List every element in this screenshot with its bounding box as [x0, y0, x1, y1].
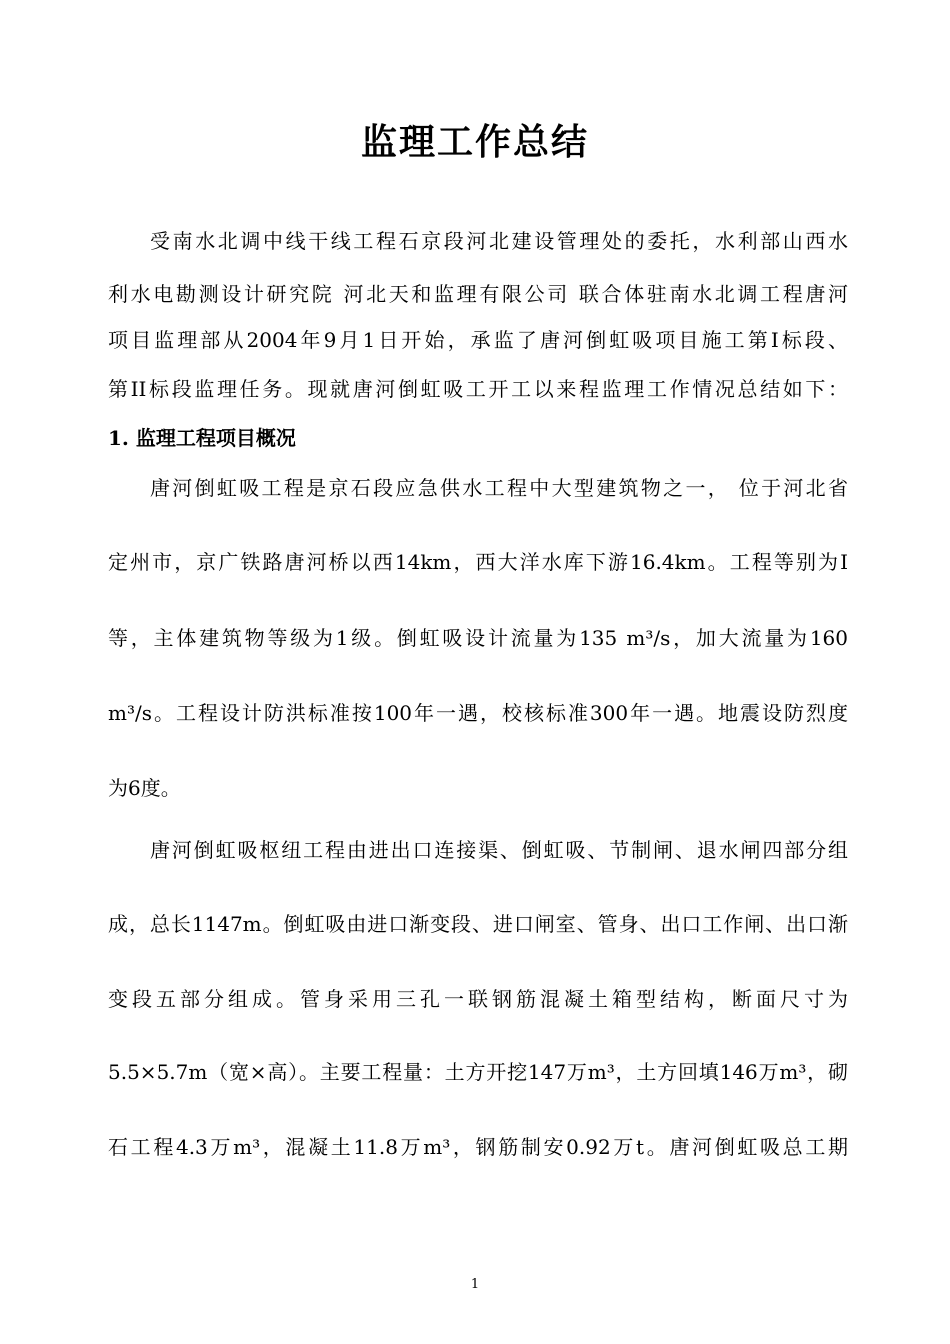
paragraph-line: 第II标段监理任务。现就唐河倒虹吸工开工以来程监理工作情况总结如下： — [108, 377, 848, 401]
paragraph-line: 石工程4.3万m³，混凝土11.8万m³，钢筋制安0.92万t。唐河倒虹吸总工期 — [108, 1135, 848, 1159]
page-number: 1 — [470, 1277, 480, 1292]
paragraph-line: 成，总长1147m。倒虹吸由进口渐变段、进口闸室、管身、出口工作闸、出口渐 — [108, 912, 848, 936]
paragraph-line: 定州市，京广铁路唐河桥以西14km，西大洋水库下游16.4km。工程等别为Ⅰ — [108, 550, 848, 574]
paragraph-line: 受南水北调中线干线工程石京段河北建设管理处的委托，水利部山西水 — [150, 229, 848, 253]
paragraph-line: 变段五部分组成。管身采用三孔一联钢筋混凝土箱型结构，断面尺寸为 — [108, 987, 848, 1011]
section-heading: 1. 监理工程项目概况 — [108, 426, 296, 450]
paragraph-line: 5.5×5.7m（宽×高）。主要工程量：土方开挖147万m³，土方回填146万m³，砌 — [108, 1060, 848, 1084]
paragraph-line: 项目监理部从2004年9月1日开始，承监了唐河倒虹吸项目施工第Ⅰ标段、 — [108, 328, 848, 352]
paragraph-line: 唐河倒虹吸枢纽工程由进出口连接渠、倒虹吸、节制闸、退水闸四部分组 — [150, 838, 848, 862]
paragraph-line: 为6度。 — [108, 776, 181, 800]
paragraph-line: 等，主体建筑物等级为1级。倒虹吸设计流量为135 m³/s，加大流量为160 — [108, 626, 848, 650]
page-title: 监理工作总结 — [360, 121, 589, 163]
paragraph-line: 利水电勘测设计研究院 河北天和监理有限公司 联合体驻南水北调工程唐河 — [108, 282, 848, 306]
paragraph-line: m³/s。工程设计防洪标准按100年一遇，校核标准300年一遇。地震设防烈度 — [108, 701, 848, 725]
paragraph-line: 唐河倒虹吸工程是京石段应急供水工程中大型建筑物之一， 位于河北省 — [150, 476, 848, 500]
